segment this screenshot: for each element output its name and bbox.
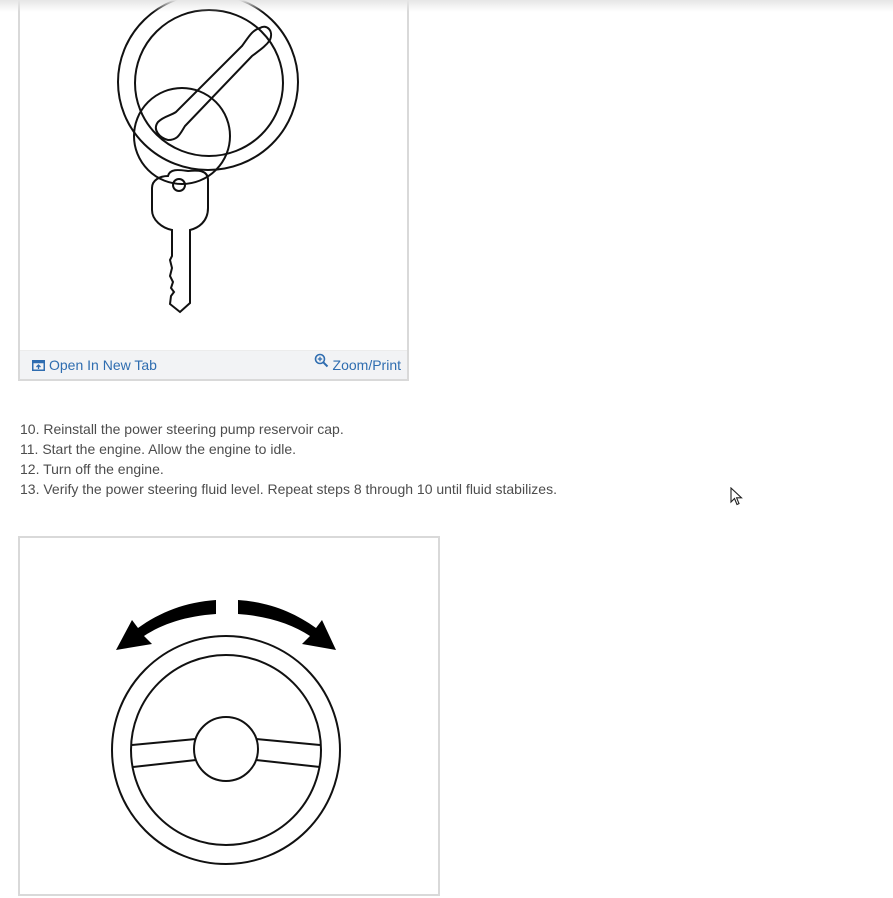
steering-wheel-figure — [18, 536, 440, 896]
figure-toolbar — [20, 350, 407, 379]
zoom-in-icon — [314, 353, 329, 368]
zoom-print-label: Zoom/Print — [332, 357, 401, 373]
step-12: 12. Turn off the engine. — [20, 461, 164, 477]
step-13: 13. Verify the power steering fluid level. Repeat steps 8 through 10 until fluid stabilizes. — [20, 481, 557, 497]
key-figure — [18, 0, 409, 381]
mouse-cursor-icon — [730, 487, 744, 507]
step-11: 11. Start the engine. Allow the engine to idle. — [20, 441, 297, 457]
open-in-new-tab-label: Open In New Tab — [49, 357, 157, 373]
open-new-tab-icon — [32, 360, 45, 371]
steering-wheel-turn-illustration — [20, 538, 438, 898]
open-in-new-tab-button[interactable] — [32, 357, 157, 373]
ignition-key-illustration — [20, 0, 407, 348]
step-10: 10. Reinstall the power steering pump reservoir cap. — [20, 421, 344, 437]
procedure-steps — [20, 419, 557, 499]
top-scroll-shadow — [0, 0, 893, 12]
zoom-print-button[interactable] — [314, 353, 401, 373]
